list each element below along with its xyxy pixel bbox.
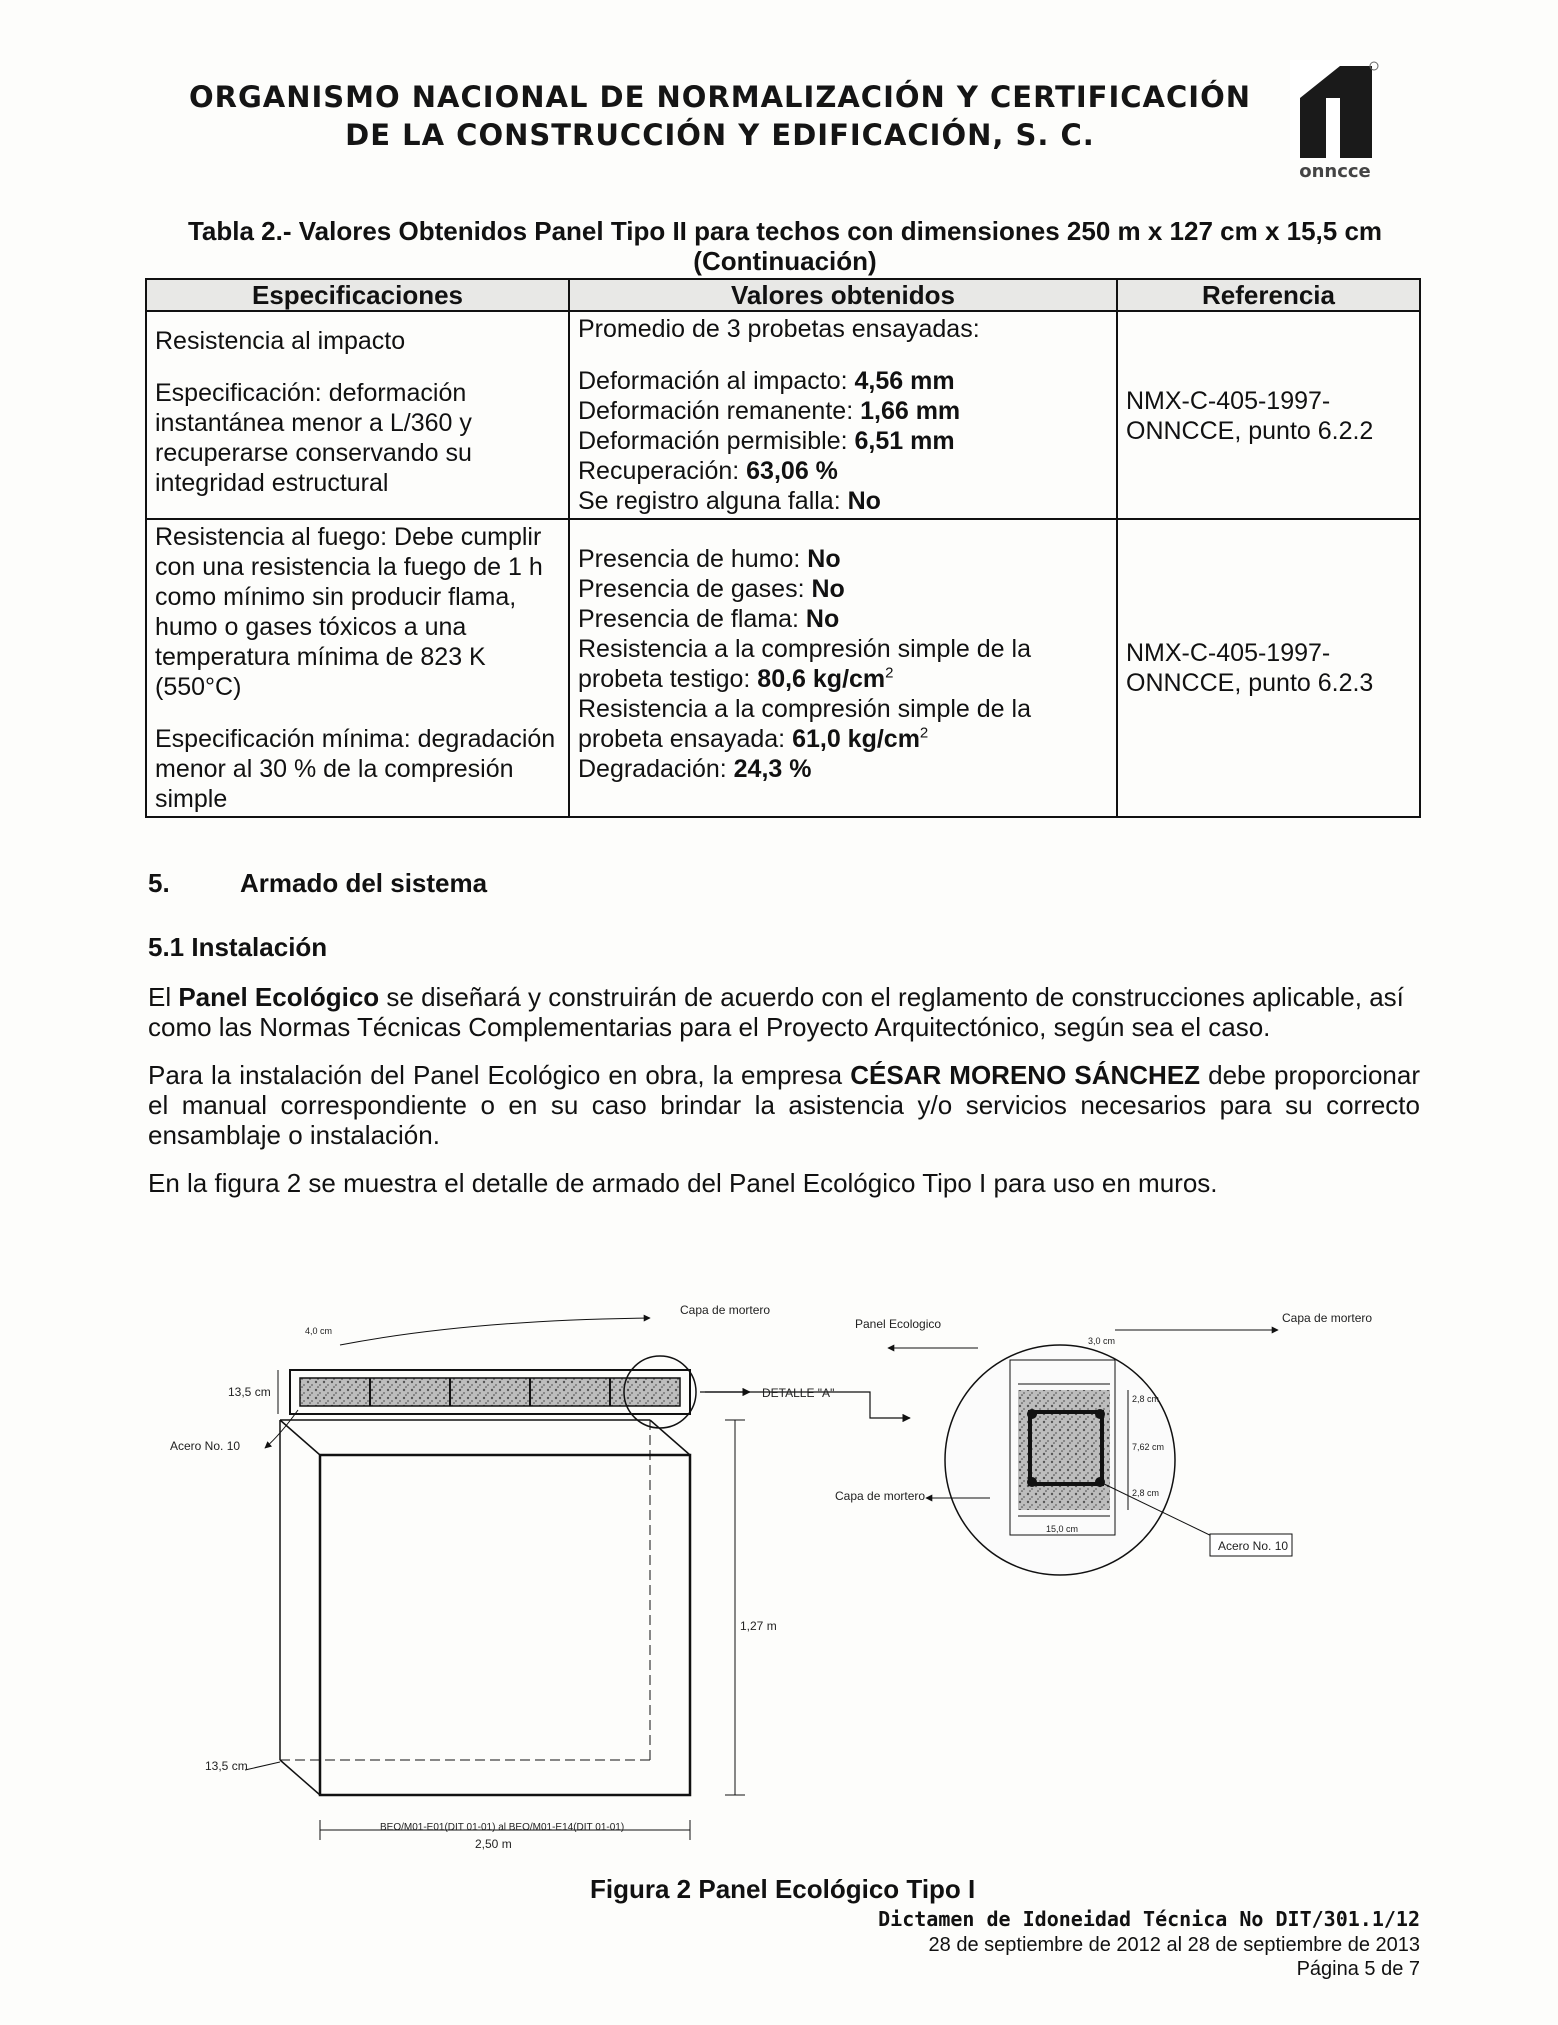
value-number: No: [807, 545, 841, 573]
header-valores-obtenidos: Valores obtenidos: [569, 279, 1117, 311]
label-capa-mortero-top: Capa de mortero: [680, 1303, 771, 1317]
value-number: No: [811, 575, 845, 603]
organization-name-line1: ORGANISMO NACIONAL DE NORMALIZACIÓN Y CERTIFICACIÓN: [189, 80, 1251, 114]
label-width: 2,50 m: [475, 1837, 512, 1851]
table-caption-line2: (Continuación): [693, 246, 877, 276]
label-drawing-code: BEO/M01-E01(DIT 01-01) al BEO/M01-E14(DIT 01-01): [380, 1822, 625, 1833]
label-detalle-a: DETALLE "A": [762, 1386, 835, 1400]
label-3cm: 3,0 cm: [1088, 1336, 1116, 1346]
paragraph-2: Para la instalación del Panel Ecológico en obra, la empresa CÉSAR MORENO SÁNCHEZ debe proporcionar el manual correspondiente o en su caso brindar la asistencia y/o servicios necesarios para su correcto ensamblaje o instalación.: [148, 1060, 1420, 1150]
spec-cell: [146, 519, 569, 817]
label-panel-ecologico: Panel Ecologico: [855, 1317, 942, 1331]
onncce-logo-text: onncce: [1299, 161, 1371, 182]
reference-cell: NMX-C-405-1997-ONNCCE, punto 6.2.3: [1117, 519, 1420, 817]
value-number: 6,51 mm: [854, 427, 955, 455]
unit-superscript: 2: [885, 664, 894, 682]
paragraph-1: El Panel Ecológico se diseñará y construirán de acuerdo con el reglamento de construcciones aplicable, así como las Normas Técnicas Complementarias para el Proyecto Arquitectónico, según sea el caso.: [148, 982, 1404, 1042]
value-label: Se registro alguna falla:: [578, 487, 848, 515]
value-line: [578, 426, 1108, 456]
value-label: Resistencia a la compresión simple de la probeta ensayada:: [578, 695, 1031, 753]
detail-a-zoom: [705, 1330, 1278, 1575]
spec-cell: [146, 311, 569, 519]
spec-detail: Especificación: deformación instantánea menor a L/360 y recuperarse conservando su integridad estructural: [155, 379, 472, 497]
value-number: No: [847, 487, 881, 515]
organization-name: [170, 78, 1270, 154]
values-intro: Promedio de 3 probetas ensayadas:: [578, 315, 980, 343]
value-number: 61,0 kg/cm: [792, 725, 920, 753]
value-label: Degradación:: [578, 755, 734, 783]
header-referencia: Referencia: [1117, 279, 1420, 311]
value-number: 24,3 %: [733, 755, 812, 783]
label-15cm: 15,0 cm: [1046, 1524, 1079, 1534]
label-thickness-bottom: 13,5 cm: [205, 1759, 248, 1773]
label-top-dim: 4,0 cm: [305, 1326, 333, 1336]
company-name: CÉSAR MORENO SÁNCHEZ: [850, 1060, 1201, 1090]
section-title: Armado del sistema: [240, 868, 488, 898]
value-number: 63,06 %: [746, 457, 838, 485]
figure-panel-drawing: [170, 1300, 1430, 1860]
label-capa-mortero-right: Capa de mortero: [1282, 1311, 1373, 1325]
value-label: Presencia de humo:: [578, 545, 808, 573]
onncce-logo: [1290, 60, 1380, 185]
value-number: 1,66 mm: [860, 397, 961, 425]
value-line: [578, 574, 1108, 604]
values-cell: [569, 519, 1117, 817]
results-table: [145, 278, 1421, 818]
label-7-62cm: 7,62 cm: [1132, 1442, 1165, 1452]
unit-superscript: 2: [919, 724, 929, 742]
section-number: 5.: [148, 868, 170, 898]
value-label: Recuperación:: [578, 457, 747, 485]
spec-title: Resistencia al fuego: Debe cumplir con una resistencia la fuego de 1 h como mínimo sin producir flama, humo o gases tóxicos a una temperatura mínima de 823 K (550°C): [155, 523, 543, 701]
label-acero-right: Acero No. 10: [1218, 1539, 1289, 1553]
validity-dates: 28 de septiembre de 2012 al 28 de septiembre de 2013: [928, 1934, 1420, 1956]
panel-3d-view: [245, 1420, 745, 1840]
panel-name: Panel Ecológico: [178, 982, 380, 1012]
label-thickness-top: 13,5 cm: [228, 1385, 271, 1399]
table-row-impacto: [146, 311, 1420, 519]
value-line: [578, 456, 1108, 486]
label-acero-left: Acero No. 10: [170, 1439, 241, 1453]
value-number: 4,56 mm: [854, 367, 955, 395]
paragraph-3: En la figura 2 se muestra el detalle de armado del Panel Ecológico Tipo I para uso en muros.: [148, 1168, 1218, 1198]
label-2-8cm-b: 2,8 cm: [1132, 1488, 1160, 1498]
table-caption: [140, 216, 1430, 276]
table-header-row: [146, 279, 1420, 311]
table-row-fuego: [146, 519, 1420, 817]
label-height: 1,27 m: [740, 1619, 777, 1633]
value-label: Deformación remanente:: [578, 397, 861, 425]
spec-title: Resistencia al impacto: [155, 327, 406, 355]
values-cell: [569, 311, 1117, 519]
value-line: [578, 694, 1108, 754]
label-2-8cm-a: 2,8 cm: [1132, 1394, 1160, 1404]
value-label: Deformación al impacto:: [578, 367, 855, 395]
value-line: [578, 486, 1108, 516]
value-number: 80,6 kg/cm: [757, 665, 886, 693]
spec-detail: Especificación mínima: degradación menor al 30 % de la compresión simple: [155, 725, 556, 813]
value-line: [578, 754, 1108, 784]
value-line: [578, 634, 1108, 694]
value-label: Presencia de flama:: [578, 605, 806, 633]
value-number: No: [805, 605, 840, 633]
value-label: Resistencia a la compresión simple de la probeta testigo:: [578, 635, 1031, 693]
value-line: [578, 544, 1108, 574]
page-number: Página 5 de 7: [1296, 1958, 1420, 1980]
label-capa-mortero-bottom: Capa de mortero: [835, 1489, 926, 1503]
dictamen-number: Dictamen de Idoneidad Técnica No DIT/301.1/12: [878, 1907, 1420, 1931]
table-caption-line1: Tabla 2.- Valores Obtenidos Panel Tipo II para techos con dimensiones 250 m x 127 cm x 15,5 cm: [187, 216, 1383, 246]
value-label: Presencia de gases:: [578, 575, 812, 603]
reference-cell: NMX-C-405-1997-ONNCCE, punto 6.2.2: [1117, 311, 1420, 519]
value-line: [578, 396, 1108, 426]
figure-caption: Figura 2 Panel Ecológico Tipo I: [590, 1874, 976, 1904]
organization-name-line2: DE LA CONSTRUCCIÓN Y EDIFICACIÓN, S. C.: [345, 118, 1095, 152]
subsection-title: 5.1 Instalación: [148, 932, 328, 962]
value-label: Deformación permisible:: [578, 427, 855, 455]
onncce-logo-icon: [1290, 60, 1380, 160]
header-especificaciones: Especificaciones: [146, 279, 569, 311]
value-line: [578, 366, 1108, 396]
value-line: [578, 604, 1108, 634]
